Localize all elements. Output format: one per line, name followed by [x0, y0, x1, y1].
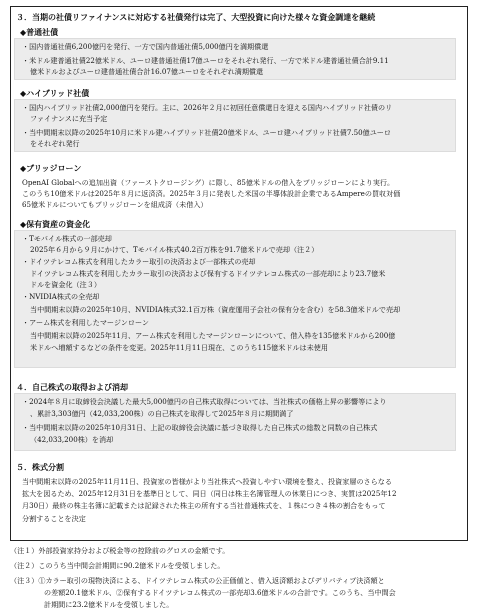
section5-line-4: 分割することを決定 [22, 514, 86, 523]
section4-line-2b: （42,033,200株）を消却 [30, 435, 114, 444]
section4-line-1b: 、累計3,303億円（42,033,200株）の自己株式を取得して2025年８月に期間満了 [30, 409, 294, 418]
section5-title: ５．株式分割 [16, 463, 64, 472]
assets-subheading: ◆保有資産の資金化 [20, 220, 91, 229]
section4-line-1a: ・2024年８月に取締役会決議した最大5,000億円の自己株式取得については、当社株式の価格上昇の影響等により [22, 397, 387, 406]
assets-item-4-detail-b: 米ドルへ増額するなどの条件を変更。2025年11月11日現在、このうち115億米ドルは未使用 [30, 343, 328, 352]
section5-line-2: 拡大を図るため、2025年12月31日を基準日として、同日（同日は株主名簿管理人の休業日につき、実質は2025年12 [22, 489, 397, 498]
note-3b: の差額20.1億米ドル、②保有するドイツテレコム株式の一部売却3.6億米ドルの合計です。このうち、当中間会 [44, 588, 396, 597]
assets-item-4: ・アーム株式を利用したマージンローン [22, 318, 150, 327]
bridge-line-2: このうち10億米ドルは2025年８月に返済済。2025年３月に発表した米国の半導体設計企業であるAmpereの買収対価 [22, 189, 401, 198]
assets-item-1: ・Tモバイル株式の一部売却 [22, 234, 112, 243]
note-3c: 計期間に23.2億米ドルを受領しました。 [44, 600, 174, 609]
bridge-subheading: ◆ブリッジローン [20, 164, 82, 173]
assets-item-2-detail-b: ドルを資金化（注３） [30, 280, 101, 289]
futsu-line-2b: 億米ドルおよびユーロ建普通社債合計16.07億ユーロをそれぞれ満期償還 [30, 67, 264, 76]
bridge-line-3: 65億米ドルについてもブリッジローンを組成済（未借入） [22, 200, 208, 209]
assets-item-3-detail: 当中間期末以降の2025年10月、NVIDIA株式32.1百万株（資産運用子会社の保有分を含む）を58.3億米ドルで売却 [30, 305, 401, 314]
assets-item-1-detail: 2025年６月から９月にかけて、Tモバイル株式40.2百万株を91.7億米ドルで売却（注２） [30, 245, 319, 254]
hybrid-line-2a: ・当中間期末以降の2025年10月に米ドル建ハイブリッド社債20億米ドル、ユーロ建ハイブリッド社債7.50億ユーロ [22, 128, 391, 137]
assets-item-3: ・NVIDIA株式の全売却 [22, 292, 100, 301]
hybrid-line-2b: をそれぞれ発行 [30, 139, 80, 148]
note-1: （注１）外部投資家持分および税金等の控除前のグロスの金額です。 [10, 546, 230, 555]
section4-line-2a: ・当中間期末以降の2025年10月31日、上記の取締役会決議に基づき取得した自己株式の総数と同数の自己株式 [22, 423, 378, 432]
section3-title: ３．当期の社債リファイナンスに対応する社債発行は完了、大型投資に向けた様々な資金調達を継続 [16, 13, 376, 22]
hybrid-line-1b: ファイナンスに充当予定 [30, 114, 108, 123]
section4-title: ４．自己株式の取得および消却 [16, 383, 128, 392]
note-2: （注２）このうち当中間会計期間に90.2億米ドルを受領しました。 [10, 561, 225, 570]
note-3a: （注３）①カラー取引の現物決済による、ドイツテレコム株式の公正価値と、借入返済額およびデリバティブ決済額と [10, 576, 385, 585]
assets-item-2-detail-a: ドイツテレコム株式を利用したカラー取引の決済および保有するドイツテレコム株式の一部売却により23.7億米 [30, 269, 386, 278]
section5-line-1: 当中間期末以降の2025年11月11日、投資家の皆様がより当社株式へ投資しやすい環境を整え、投資家層のさらなる [22, 477, 392, 486]
hybrid-line-1a: ・国内ハイブリッド社債2,000億円を発行。主に、2026年２月に初回任意償還日を迎える国内ハイブリッド社債のリ [22, 103, 393, 112]
bridge-line-1: OpenAI Globalへの追加出資（ファーストクロージング）に際し、85億米ドルの借入をブリッジローンにより実行。 [22, 178, 395, 187]
hybrid-subheading: ◆ハイブリッド社債 [20, 89, 90, 98]
section5-line-3: 月30日）最終の株主名簿に記載または記録された株主の所有する当社普通株式を、１株につき４株の割合をもって [22, 501, 386, 510]
assets-item-2: ・ドイツテレコム株式を利用したカラー取引の決済および一部株式の売却 [22, 257, 256, 266]
assets-item-4-detail-a: 当中間期末以降の2025年11月、アーム株式を利用したマージンローンについて、借入枠を135億米ドルから200億 [30, 331, 396, 340]
futsu-subheading: ◆普通社債 [20, 28, 59, 37]
futsu-line-1: ・国内普通社債6,200億円を発行、一方で国内普通社債5,000億円を満期償還 [22, 42, 269, 51]
futsu-line-2a: ・米ドル建普通社債22億米ドル、ユーロ建普通社債17億ユーロをそれぞれ発行、一方で米ドル建普通社債合計9.11 [22, 56, 389, 65]
